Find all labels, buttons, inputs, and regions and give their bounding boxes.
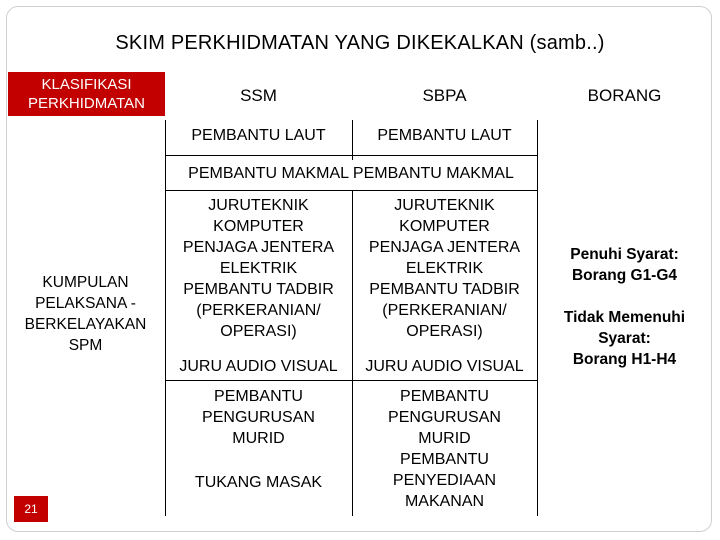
sbpa-main-cell bbox=[352, 195, 537, 342]
sbpa-line: ELEKTRIK bbox=[405, 260, 484, 277]
sbpa-pengurusan-line: MURID bbox=[418, 430, 471, 447]
sbpa-line: (PERKERANIAN/ bbox=[382, 302, 507, 319]
borang-tidak-line: Syarat: bbox=[598, 330, 651, 347]
page-title: SKIM PERKHIDMATAN YANG DIKEKALKAN (samb..) bbox=[115, 32, 605, 54]
header-sbpa: SBPA bbox=[422, 86, 467, 105]
borang-penuhi-line: Penuhi Syarat: bbox=[570, 246, 679, 263]
header-klasifikasi bbox=[8, 72, 165, 116]
ssm-line: PEMBANTU TADBIR bbox=[183, 281, 334, 298]
header-klasifikasi-line: PERKHIDMATAN bbox=[28, 95, 145, 112]
header-ssm: SSM bbox=[240, 86, 277, 105]
sbpa-pengurusan-line: PENGURUSAN bbox=[388, 409, 501, 426]
sbpa-penyediaan-line: PEMBANTU bbox=[400, 451, 489, 468]
group-label-line: SPM bbox=[68, 337, 103, 354]
sbpa-pengurusan-murid bbox=[352, 386, 537, 512]
borang-tidak-memenuhi bbox=[537, 307, 712, 370]
ssm-line: OPERASI) bbox=[220, 323, 297, 340]
pembantu-makmal-row: PEMBANTU MAKMAL PEMBANTU MAKMAL bbox=[188, 165, 514, 182]
ssm-pengurusan-line: PENGURUSAN bbox=[202, 409, 315, 426]
page-number: 21 bbox=[14, 496, 48, 522]
sbpa-penyediaan-line: PENYEDIAAN bbox=[392, 472, 497, 489]
sbpa-line: PENJAGA JENTERA bbox=[368, 239, 521, 256]
borang-tidak-line: Borang H1-H4 bbox=[572, 351, 677, 368]
row-divider bbox=[165, 155, 537, 156]
header-klasifikasi-line: KLASIFIKASI bbox=[41, 76, 132, 93]
borang-penuhi-line: Borang G1-G4 bbox=[571, 267, 678, 284]
sbpa-line: PEMBANTU TADBIR bbox=[369, 281, 520, 298]
sbpa-line: JURUTEKNIK bbox=[394, 197, 495, 214]
row-divider bbox=[165, 190, 537, 191]
ssm-tukang-masak: TUKANG MASAK bbox=[194, 474, 323, 491]
ssm-line: PENJAGA JENTERA bbox=[182, 239, 335, 256]
sbpa-line: OPERASI) bbox=[406, 323, 483, 340]
sbpa-pengurusan-line: PEMBANTU bbox=[400, 388, 489, 405]
ssm-pembantu-laut: PEMBANTU LAUT bbox=[191, 127, 326, 144]
sbpa-penyediaan-line: MAKANAN bbox=[404, 493, 485, 510]
ssm-main-cell bbox=[165, 195, 352, 342]
ssm-pengurusan-murid bbox=[165, 386, 352, 449]
ssm-line: ELEKTRIK bbox=[219, 260, 298, 277]
row-divider bbox=[165, 380, 537, 381]
sbpa-juru-audio: JURU AUDIO VISUAL bbox=[365, 358, 524, 375]
ssm-line: JURUTEKNIK bbox=[208, 197, 309, 214]
sbpa-pembantu-laut: PEMBANTU LAUT bbox=[377, 127, 512, 144]
ssm-juru-audio: JURU AUDIO VISUAL bbox=[179, 358, 338, 375]
ssm-pengurusan-line: PEMBANTU bbox=[214, 388, 303, 405]
group-label-line: PELAKSANA - bbox=[35, 295, 136, 312]
header-borang: BORANG bbox=[587, 86, 662, 105]
sbpa-line: KOMPUTER bbox=[399, 218, 490, 235]
borang-tidak-line: Tidak Memenuhi bbox=[563, 309, 686, 326]
ssm-line: (PERKERANIAN/ bbox=[196, 302, 321, 319]
ssm-line: KOMPUTER bbox=[213, 218, 304, 235]
group-label-line: BERKELAYAKAN bbox=[24, 316, 147, 333]
borang-penuhi bbox=[537, 244, 712, 286]
group-label bbox=[6, 272, 165, 356]
group-label-line: KUMPULAN bbox=[42, 274, 129, 291]
ssm-pengurusan-line: MURID bbox=[232, 430, 285, 447]
